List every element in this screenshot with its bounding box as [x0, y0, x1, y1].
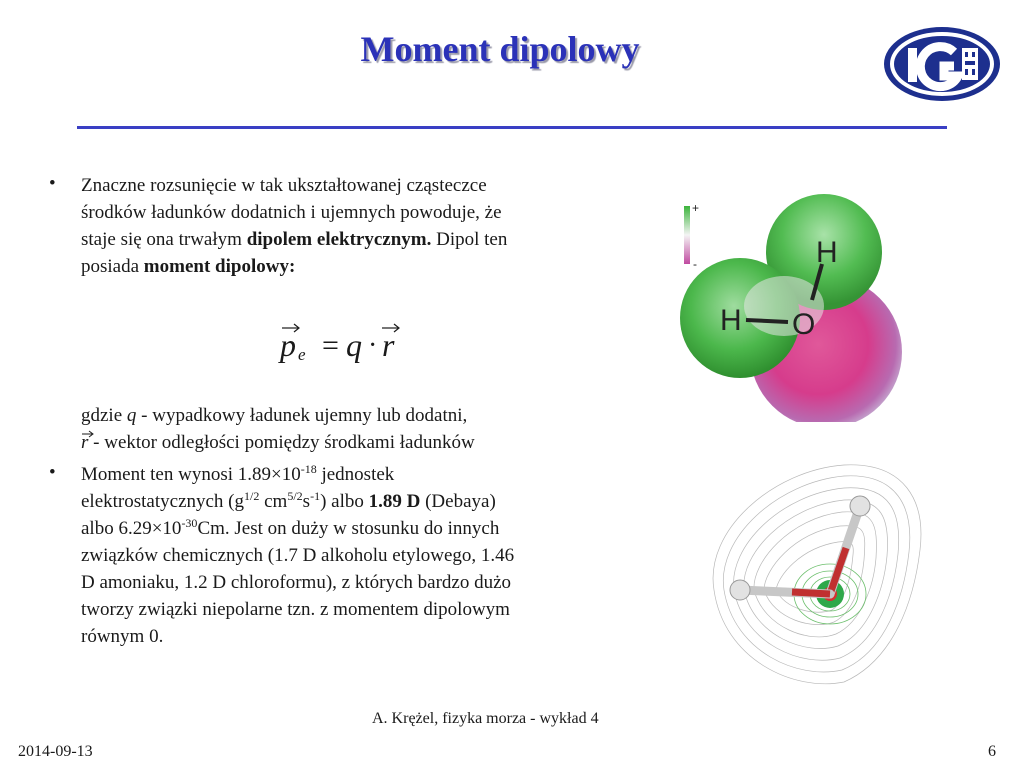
- slide-title: Moment dipolowy: [360, 29, 640, 69]
- footer-author: A. Krężel, fizyka morza - wykład 4: [372, 710, 599, 727]
- bullet-2-line: tworzy związki niepolarne tzn. z momentem dipolowym: [81, 599, 510, 620]
- formula-p: p: [280, 327, 296, 363]
- bullet-marker: •: [49, 173, 56, 194]
- formula-equals: =: [322, 329, 339, 362]
- bullet-2-line: związków chemicznych (1.7 D alkoholu etylowego, 1.46: [81, 545, 515, 566]
- formula-q: q: [346, 327, 362, 363]
- moment-term: moment dipolowy:: [143, 256, 296, 277]
- bullet-1-text: [81, 172, 593, 280]
- bullet-marker: •: [49, 462, 56, 483]
- bullet-2-line: D amoniaku, 1.2 D chloroformu), z których bardzo dużo: [81, 572, 512, 593]
- where-line: gdzie q - wypadkowy ładunek ujemny lub dodatni,: [81, 405, 468, 426]
- scale-minus: -: [693, 257, 697, 271]
- formula-dot: ·: [368, 330, 378, 361]
- scale-plus: +: [692, 201, 700, 215]
- water-molecule-image: [676, 194, 912, 422]
- title-divider: [77, 126, 947, 129]
- formula-r: r: [382, 327, 395, 363]
- label-h-left: H: [720, 304, 742, 337]
- bullet-1-line: staje się ona trwałym dipolem elektrycznym. Dipol ten: [81, 229, 508, 250]
- bullet-2-line: elektrostatycznych ($g^{1/2}$ $cm^{5/2}s^{-1}$) albo 1.89 D (Debaya): [81, 489, 496, 512]
- bullet-2-line: Moment ten wynosi $1.89\times 10^{-18}$ jednostek: [81, 462, 395, 485]
- label-o: O: [792, 308, 816, 341]
- footer-date: 2014-09-13: [18, 743, 93, 760]
- debye-value: 1.89 D: [368, 491, 421, 512]
- bullet-2-text: [81, 461, 601, 650]
- dipole-formula: [276, 318, 426, 368]
- bullet-1-line: Znaczne rozsunięcie w tak ukształtowanej cząsteczce: [81, 175, 487, 196]
- where-line: r - wektor odległości pomiędzy środkami ładunków: [81, 432, 475, 453]
- bullet-1-line: środków ładunków dodatnich i ujemnych powoduje, że: [81, 202, 502, 223]
- formula-sub: e: [298, 345, 306, 364]
- institute-logo: [882, 24, 1002, 104]
- bullet-1-line: posiada moment dipolowy:: [81, 256, 296, 277]
- dipol-term: dipolem elektrycznym.: [246, 229, 432, 250]
- bullet-2-line: równym 0.: [81, 626, 164, 647]
- vector-arrow-icon: [81, 430, 95, 438]
- label-h-top: H: [816, 236, 838, 269]
- bullet-2-line: albo $6.29\times 10^{-30}Cm$. Jest on duży w stosunku do innych: [81, 516, 500, 539]
- page-number: 6: [988, 743, 996, 760]
- where-text: [81, 402, 557, 456]
- water-contour-model-image: [694, 460, 928, 688]
